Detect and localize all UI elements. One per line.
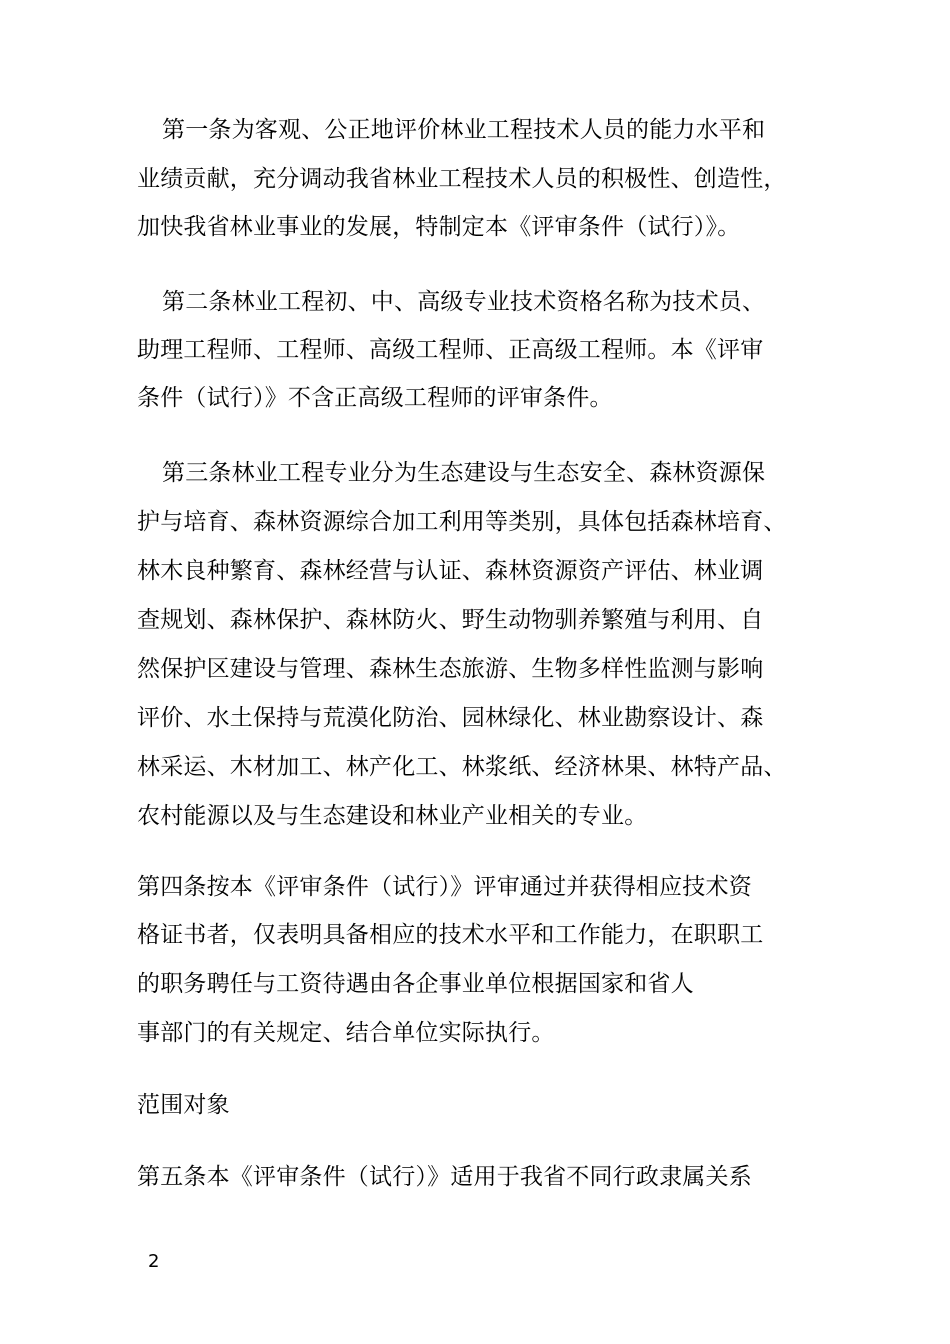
text-line: 林采运、木材加工、林产化工、林浆纸、经济林果、林特产品、	[137, 754, 787, 780]
text-line: 条件（试行）》不含正高级工程师的评审条件。	[137, 385, 613, 411]
text-line: 第四条按本《评审条件（试行）》评审通过并获得相应技术资	[137, 874, 752, 900]
page-number: 2	[148, 1251, 160, 1272]
text-line: 查规划、森林保护、森林防火、野生动物驯养繁殖与利用、自	[137, 607, 764, 633]
text-line: 林木良种繁育、森林经营与认证、森林资源资产评估、林业调	[137, 558, 764, 584]
text-line: 农村能源以及与生态建设和林业产业相关的专业。	[137, 803, 648, 829]
text-line: 评价、水土保持与荒漠化防治、园林绿化、林业勘察设计、森	[137, 705, 764, 731]
text-line: 格证书者，仅表明具备相应的技术水平和工作能力，在职职工	[137, 922, 764, 948]
text-line: 第二条林业工程初、中、高级专业技术资格名称为技术员、	[162, 289, 766, 315]
text-line: 范围对象	[137, 1092, 230, 1118]
text-line: 护与培育、森林资源综合加工利用等类别，具体包括森林培育、	[137, 509, 787, 535]
text-line: 然保护区建设与管理、森林生态旅游、生物多样性监测与影响	[137, 656, 764, 682]
text-line: 第一条为客观、公正地评价林业工程技术人员的能力水平和	[162, 117, 766, 143]
text-line: 事部门的有关规定、结合单位实际执行。	[137, 1020, 555, 1046]
text-line: 助理工程师、工程师、高级工程师、正高级工程师。本《评审	[137, 337, 764, 363]
text-line: 第五条本《评审条件（试行）》适用于我省不同行政隶属关系	[137, 1164, 752, 1190]
text-line: 加快我省林业事业的发展，特制定本《评审条件（试行）》。	[137, 214, 741, 240]
text-line: 第三条林业工程专业分为生态建设与生态安全、森林资源保	[162, 460, 766, 486]
text-line: 的职务聘任与工资待遇由各企事业单位根据国家和省人	[137, 971, 694, 997]
text-line: 业绩贡献，充分调动我省林业工程技术人员的积极性、创造性，	[137, 166, 787, 192]
